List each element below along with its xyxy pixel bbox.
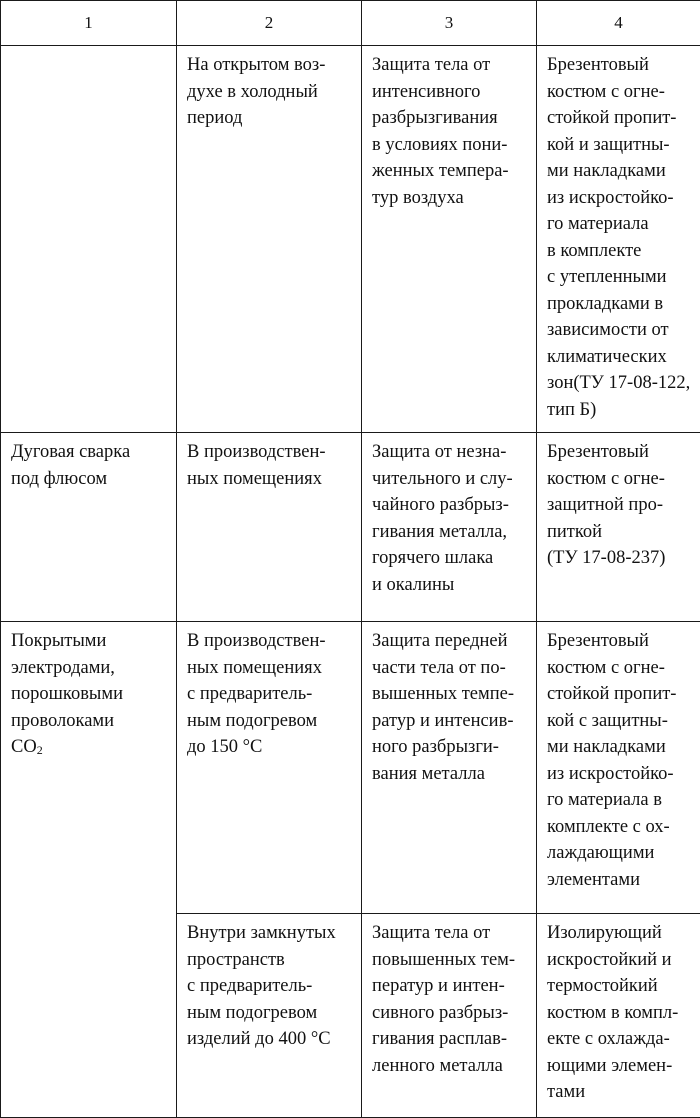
cell-text: Внутри замкнутых пространств с предваритель- ным подогревом изделий до 400 °С <box>187 923 336 1049</box>
cell-text: Защита от незна- чительного и слу- чайного разбрыз- гивания металла, горячего шлака и окалины <box>372 442 513 595</box>
cell-text <box>11 622 170 761</box>
cell-text: В производствен- ных помещениях с предваритель- ным подогревом до 150 °С <box>187 631 326 757</box>
table-cell <box>177 914 362 1118</box>
table-cell <box>537 622 700 914</box>
table-cell <box>362 433 537 622</box>
cell-text: На открытом воз- духе в холодный период <box>187 55 326 128</box>
cell-text: Брезентовый костюм с огне- защитной про- питкой (ТУ 17-08-237) <box>547 442 666 568</box>
subscript-text: 2 <box>36 743 43 757</box>
cell-text: Брезентовый костюм с огне- стойкой пропит- кой и защитны- ми накладками из искростойко- го материала в комплекте с утепленными прокладками в зависимости от климатических зон(ТУ 17-08-122, тип Б) <box>547 55 691 420</box>
cell-text-main: Покрытыми электродами, порошковыми проволоками CO <box>11 631 123 757</box>
table-cell <box>537 914 700 1118</box>
table-row <box>1 622 700 914</box>
cell-text: Защита тела от повышенных тем- ператур и интен- сивного разбрыз- гивания расплав- ленного металла <box>372 923 516 1076</box>
table-cell <box>177 46 362 433</box>
table-cell <box>177 622 362 914</box>
cell-text: Дуговая сварка под флюсом <box>11 442 131 489</box>
table-cell <box>362 622 537 914</box>
cell-text: Изолирующий искростойкий и термостойкий костюм в компл- екте с охлажда- ющими элемен- тами <box>547 923 679 1102</box>
table-row <box>1 433 700 622</box>
table-header-row <box>1 1 700 46</box>
table-cell <box>537 46 700 433</box>
table-cell <box>1 46 177 433</box>
cell-text: Защита тела от интенсивного разбрызгивания в условиях пони- женных темпера- тур воздуха <box>372 55 509 208</box>
header-col-2: 2 <box>177 1 362 46</box>
cell-text <box>11 46 170 52</box>
header-col-4: 4 <box>537 1 700 46</box>
table-cell-merged <box>1 622 177 1118</box>
cell-text: В производствен- ных помещениях <box>187 442 326 489</box>
table-cell <box>177 433 362 622</box>
table-cell <box>537 433 700 622</box>
table-row <box>1 46 700 433</box>
table-cell <box>362 46 537 433</box>
cell-text: Брезентовый костюм с огне- стойкой пропит- кой с защитны- ми накладками из искростойко- го материала в комплекте с ох- лаждающими элементами <box>547 631 677 890</box>
header-col-3: 3 <box>362 1 537 46</box>
table-cell <box>362 914 537 1118</box>
cell-text: Защита передней части тела от по- вышенных темпе- ратур и интенсив- ного разбрызги- вания металла <box>372 631 515 784</box>
table-cell <box>1 433 177 622</box>
header-col-1: 1 <box>1 1 177 46</box>
